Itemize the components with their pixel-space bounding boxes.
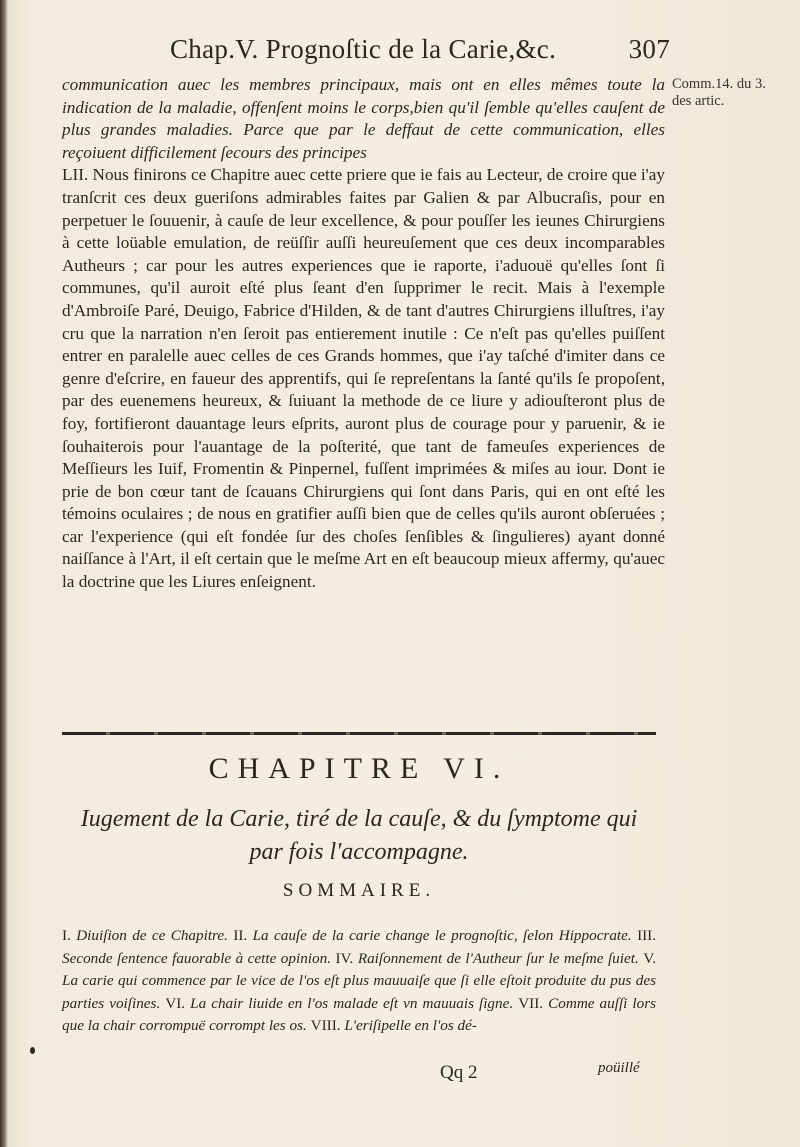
chapter-subtitle: Iugement de la Carie, tiré de la cauſe, & du ſymptome qui par fois l'accompagne. [80,806,638,865]
running-header [170,34,670,74]
page-number: 307 [628,34,670,64]
summary-list [62,925,656,1038]
summary-item: I. Diuiſion de ce Chapitre. [62,927,228,944]
summary-item: V. La carie qui commence par le vice de l'os eſt plus mauuaiſe que ſi elle eſtoit produite du pus des parties voiſines. [62,949,657,1012]
running-title: Chap.V. Prognoſtic de la Carie,&c. [170,34,557,64]
ink-dot [30,1047,35,1054]
summary-item: VIII. L'eriſipelle en l'os dé- [310,1017,477,1034]
summary-item: II. La cauſe de la carie change le prognoſtic, ſelon Hippocrate. [233,927,632,944]
summary-item: VI. La chair liuide en l'os malade eſt vn mauuais ſigne. [165,994,514,1012]
chapter-heading: CHAPITRE VI. [208,752,510,785]
book-spine-shadow [0,0,8,1147]
sommaire-heading: SOMMAIRE. [282,880,436,901]
summary-item: III. Seconde ſentence fauorable à cette opinion. [62,927,657,967]
paragraph-lii: LII. Nous finirons ce Chapitre auec cette priere que ie fais au Lecteur, de croire que i'ay tranſcrit ces deux gueriſons admirables faites par Galien & par Albucraſis, pour en perpetuer le ſouuenir, à cauſe de leur excellence, & pour pouſſer les ieunes Chirurgiens à cette loüable emulation, de reüſſir auſſi heureuſement que ces deux incomparables Autheurs ; car pour les autres experiences que ie raporte, i'aduouë qu'elles ſont ſi communes, qu'il auroit eſté plus ſeant d'en ſupprimer le recit. Mais à l'exemple d'Ambroiſe Paré, Deuigo, Fabrice d'Hilden, & de tant d'autres Chirurgiens illuſtres, i'ay cru que la narration n'en ſeroit pas entierement inutile : Ce n'eſt pas qu'elles puiſſent entrer en paralelle auec celles de ces Grands hommes, que i'ay taſché d'imiter dans ce genre d'eſcrire, en faueur des apprentifs, qui ſe repreſentans la ſanté qu'ils ſe propoſent, par des euenemens heureux, & ſuiuant la methode de ce liure y adiouſteront plus de foy, fortifieront dauantage leurs eſprits, auront plus de courage pour y paruenir, & ie ſouhaiterois pour l'auantage de la poſterité, que tant de fameuſes experiences de Meſſieurs les Iuif, Fromentin & Pinpernel, fuſſent imprimées & miſes au iour. Dont ie prie de bon cœur tant de ſcauans Chirurgiens qui ſont dans Paris, qui en ont eſté les témoins oculaires ; de nous en gratifier auſſi bien que de celles qu'ils auront obſeruées ; car l'experience (qui eſt fondée ſur des choſes ſenſibles & ſingulieres) ayant donné naiſſance à l'Art, il eſt certain que le meſme Art en eſt beaucoup mieux affermy, qu'auec la doctrine que les Liures enſeignent. [62,165,665,592]
summary-item: VII. Comme auſſi lors que la chair corrompuë corrompt les os. [62,994,657,1034]
body-text [62,74,665,594]
paragraph-continued: communication auec les membres principaux, mais ont en elles mêmes toute la indication de la maladie, offenſent moins le corps,bien qu'il ſemble qu'elles cauſent de plus grandes maladies. Parce que par le deffaut de cette communication, elles reçoiuent difficilement ſecours des principes [62,75,665,162]
summary-item: IV. Raiſonnement de l'Autheur ſur le meſme ſuiet. [335,949,639,967]
margin-note: Comm.14. du 3. des artic. [672,76,766,109]
section-divider [62,732,656,735]
catchword: poüillé [598,1060,640,1076]
signature-mark: Qq 2 [440,1062,478,1083]
